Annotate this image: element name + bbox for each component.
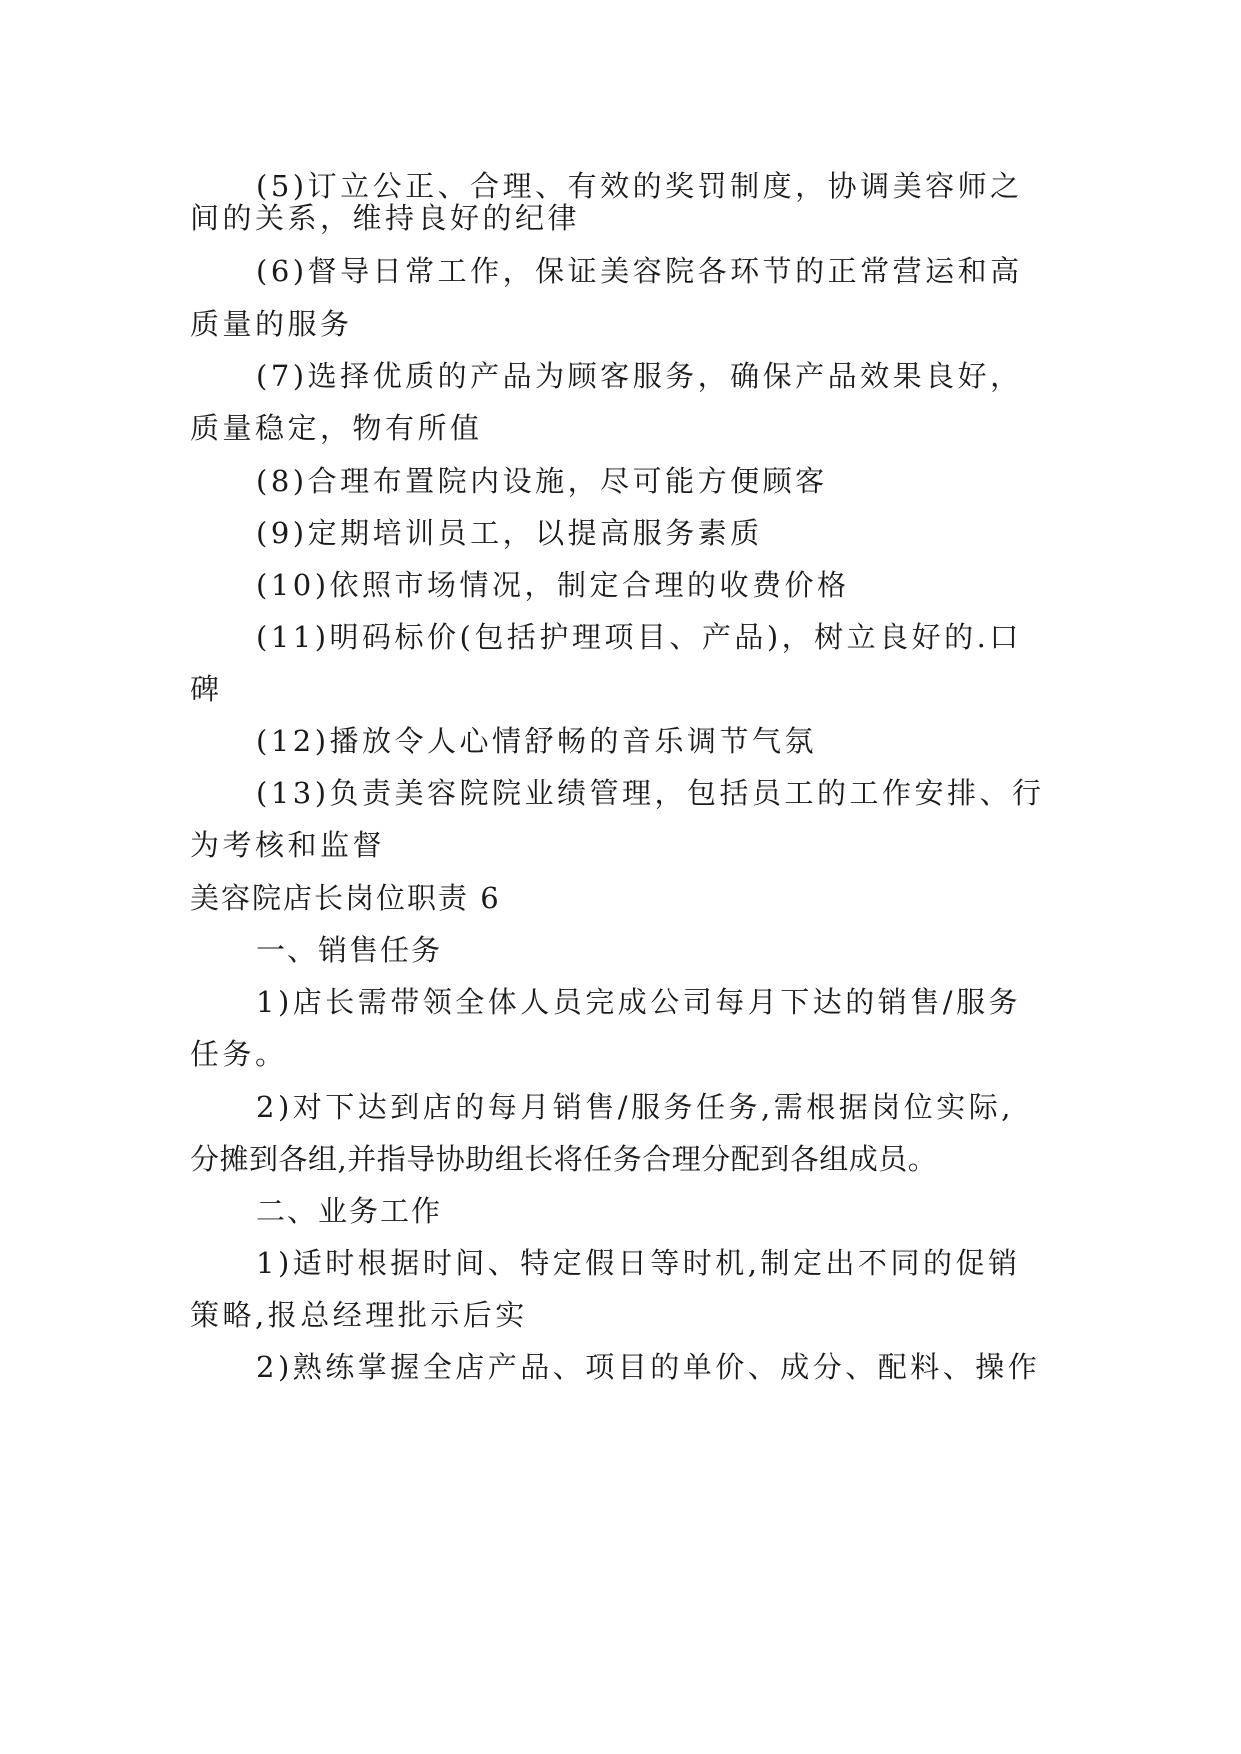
item-5-line-1: (5)订立公正、合理、有效的奖罚制度，协调美容师之 <box>256 169 1023 203</box>
heading-business-work: 二、业务工作 <box>256 1194 443 1228</box>
sales-item-2-line-1: 2)对下达到店的每月销售/服务任务,需根据岗位实际, <box>256 1090 1014 1124</box>
item-9: (9)定期培训员工，以提高服务素质 <box>256 516 763 550</box>
item-6-line-1: (6)督导日常工作，保证美容院各环节的正常营运和高 <box>256 254 1023 288</box>
sales-item-2-line-2: 分摊到各组,并指导协助组长将任务合理分配到各组成员。 <box>190 1142 938 1176</box>
item-11-line-2: 碑 <box>190 672 223 706</box>
heading-sales-task: 一、销售任务 <box>256 933 443 967</box>
item-6-line-2: 质量的服务 <box>190 307 353 341</box>
item-10: (10)依照市场情况，制定合理的收费价格 <box>256 568 850 602</box>
item-12: (12)播放令人心情舒畅的音乐调节气氛 <box>256 724 818 758</box>
business-item-1-line-1: 1)适时根据时间、特定假日等时机,制定出不同的促销 <box>256 1246 1021 1280</box>
sales-item-1-line-1: 1)店长需带领全体人员完成公司每月下达的销售/服务 <box>256 985 1022 1019</box>
section-title: 美容院店长岗位职责 6 <box>190 881 501 915</box>
business-item-2-line-1: 2)熟练掌握全店产品、项目的单价、成分、配料、操作 <box>256 1350 1041 1384</box>
sales-item-1-line-2: 任务。 <box>190 1037 288 1071</box>
business-item-1-line-2: 策略,报总经理批示后实 <box>190 1298 528 1332</box>
item-7-line-2: 质量稳定，物有所值 <box>190 411 483 445</box>
item-5-line-2: 间的关系，维持良好的纪律 <box>190 201 581 235</box>
item-8: (8)合理布置院内设施，尽可能方便顾客 <box>256 464 828 498</box>
item-7-line-1: (7)选择优质的产品为顾客服务，确保产品效果良好， <box>256 359 1023 393</box>
item-13-line-2: 为考核和监督 <box>190 828 386 862</box>
item-13-line-1: (13)负责美容院院业绩管理，包括员工的工作安排、行 <box>256 776 1045 810</box>
item-11-line-1: (11)明码标价(包括护理项目、产品)，树立良好的.口 <box>256 620 1022 654</box>
